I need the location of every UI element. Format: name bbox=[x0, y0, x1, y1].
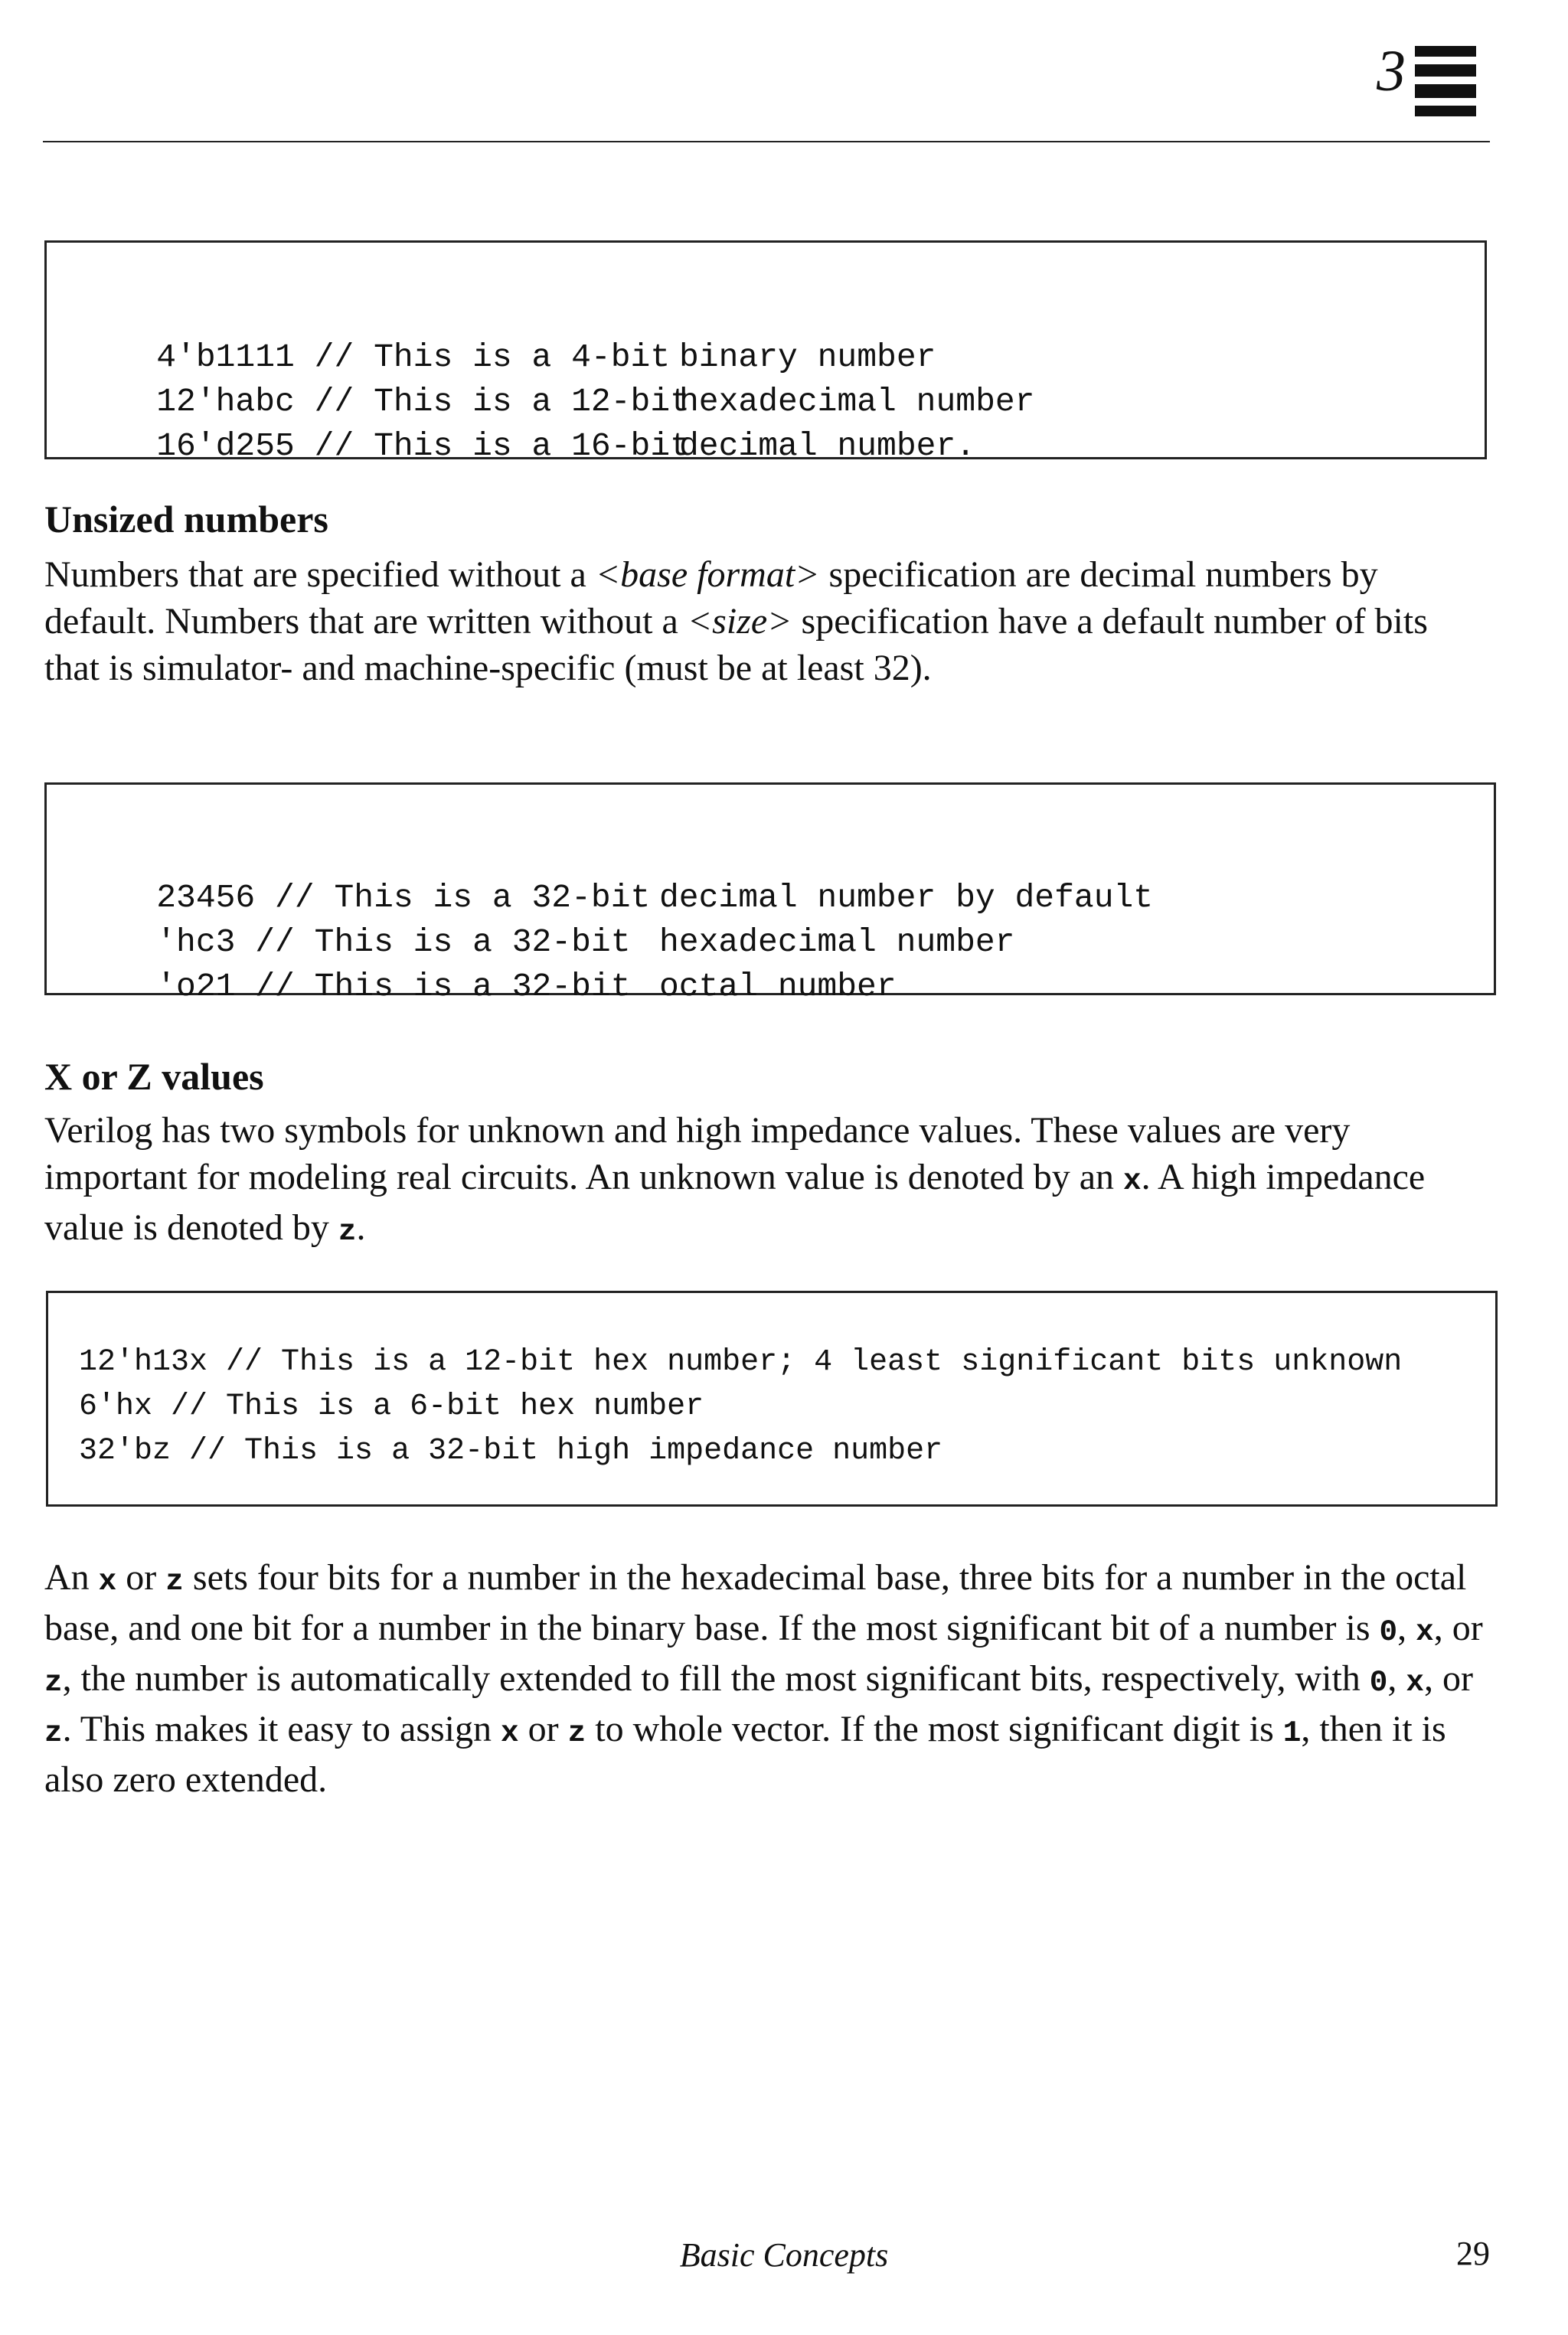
code-comment: hexadecimal number bbox=[679, 383, 1035, 420]
code-comment: decimal number by default bbox=[659, 879, 1154, 916]
code-example-unsized bbox=[44, 782, 1496, 1005]
running-footer-title: Basic Concepts bbox=[679, 2236, 889, 2274]
chapter-tab-icon bbox=[1415, 46, 1476, 115]
code-line: 32'bz // This is a 32-bit high impedance number bbox=[79, 1434, 943, 1468]
header-rule bbox=[43, 141, 1490, 142]
paragraph-extension: An x or z sets four bits for a number in the hexadecimal base, three bits for a number in the octal base, and one bit for a number in the binary base. If the most significant bit of a number is 0, x, or z, the number is automatically extended to fill the most significant bits, respectively, with 0, x, or z. This makes it easy to assign x or z to whole vector. If the most significant digit is 1, then it is also zero extended. bbox=[44, 1557, 1483, 1800]
code-text: 'hc3 // This is a 32-bit bbox=[156, 923, 631, 961]
code-comment: decimal number. bbox=[679, 427, 976, 465]
code-text: 12'habc // This is a 12-bit bbox=[156, 383, 690, 420]
code-text: 4'b1111 // This is a 4-bit bbox=[156, 338, 671, 376]
code-example-xz bbox=[46, 1291, 1498, 1507]
paragraph-unsized: Numbers that are specified without a <base format> specification are decimal numbers by default. Numbers that are written without a <size> specification have a default number of bits that is simulator- and machine-specific (must be at least 32). bbox=[44, 554, 1428, 688]
code-example-sized bbox=[44, 240, 1487, 465]
code-line: 12'h13x // This is a 12-bit hex number; 4 least significant bits unknown bbox=[79, 1345, 1403, 1380]
page-number: 29 bbox=[1456, 2235, 1490, 2272]
section-heading-xz: X or Z values bbox=[44, 1055, 264, 1098]
section-heading-unsized: Unsized numbers bbox=[44, 498, 328, 540]
chapter-number: 3 bbox=[1377, 39, 1406, 103]
code-line: 6'hx // This is a 6-bit hex number bbox=[79, 1390, 704, 1424]
code-text: 16'd255 // This is a 16-bit bbox=[156, 427, 690, 465]
code-text: 23456 // This is a 32-bit bbox=[156, 879, 651, 916]
paragraph-xz: Verilog has two symbols for unknown and high impedance values. These values are very important for modeling real circuits. An unknown value is denoted by an x. A high impedance value is denoted by z. bbox=[44, 1110, 1426, 1249]
code-text: 'o21 // This is a 32-bit bbox=[156, 968, 631, 1005]
code-comment: hexadecimal number bbox=[659, 923, 1015, 961]
code-comment: octal number bbox=[659, 968, 897, 1005]
code-comment: binary number bbox=[679, 338, 936, 376]
